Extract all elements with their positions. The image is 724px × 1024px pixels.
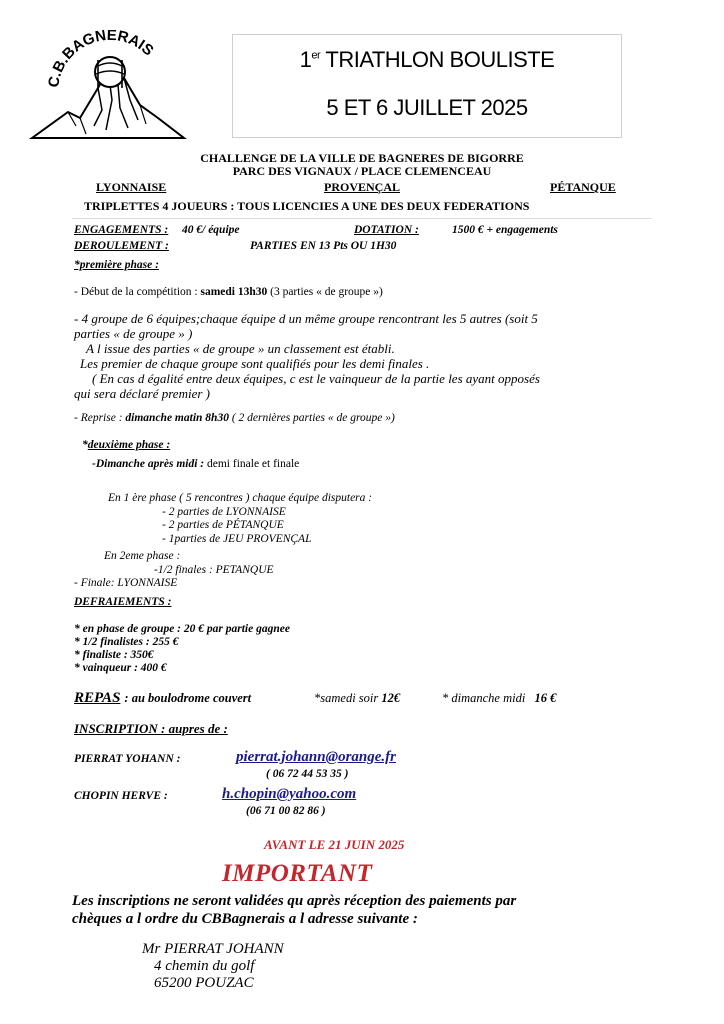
- engagements-value: 40 €/ équipe: [182, 224, 240, 236]
- title-box: [232, 34, 622, 138]
- discipline-provencal: PROVENÇAL: [324, 180, 401, 194]
- discipline-petanque: PÉTANQUE: [550, 180, 616, 194]
- details-p2-item: -1/2 finales : PETANQUE: [154, 564, 274, 576]
- triplettes-line: TRIPLETTES 4 JOUEURS : TOUS LICENCIES A UNE DES DEUX FEDERATIONS: [84, 199, 530, 213]
- groups-line-4: Les premier de chaque groupe sont qualifiés pour les demi finales .: [80, 356, 430, 371]
- deadline: AVANT LE 21 JUIN 2025: [264, 837, 405, 852]
- details-p1: En 1 ère phase ( 5 rencontres ) chaque équipe disputera :: [108, 492, 373, 504]
- defraiement-item-3: * finaliste : 350€: [74, 649, 154, 661]
- phase2-label: *deuxième phase :: [82, 439, 171, 451]
- dotation-value: 1500 € + engagements: [452, 224, 558, 236]
- address-line-1: Mr PIERRAT JOHANN: [142, 941, 284, 957]
- important-line-1: Les inscriptions ne seront validées qu après réception des paiements par: [72, 893, 517, 909]
- contact1-phone: ( 06 72 44 53 35 ): [266, 768, 349, 780]
- repas-samedi: *samedi soir 12€: [314, 691, 401, 705]
- defraiements-label: DEFRAIEMENTS :: [74, 596, 172, 608]
- defraiement-item-1: * en phase de groupe : 20 € par partie gagnee: [74, 623, 290, 635]
- deroulement-label: DEROULEMENT :: [74, 240, 169, 252]
- start-line: - Début de la compétition : samedi 13h30 (3 parties « de groupe »): [74, 286, 383, 298]
- event-title: 1er TRIATHLON BOULISTE: [299, 47, 555, 72]
- details-item-3: - 1parties de JEU PROVENÇAL: [162, 533, 312, 545]
- address-line-2: 4 chemin du golf: [154, 958, 255, 974]
- event-dates: 5 ET 6 JUILLET 2025: [326, 95, 528, 120]
- engagements-label: ENGAGEMENTS :: [74, 224, 169, 236]
- contact1-email-link[interactable]: pierrat.johann@orange.fr: [236, 749, 397, 765]
- defraiement-item-2: * 1/2 finalistes : 255 €: [74, 636, 179, 648]
- deroulement-value: PARTIES EN 13 Pts OU 1H30: [250, 240, 397, 252]
- challenge-line: CHALLENGE DE LA VILLE DE BAGNERES DE BIGORRE: [200, 151, 524, 165]
- groups-line-1: - 4 groupe de 6 équipes;chaque équipe d un même groupe rencontrant les 5 autres (soit 5: [74, 311, 538, 326]
- logo-text: C.B.BAGNERAIS: [45, 30, 157, 89]
- dotation-label: DOTATION :: [354, 224, 419, 236]
- divider: [72, 218, 652, 219]
- details-p2: En 2eme phase :: [104, 550, 181, 562]
- phase1-label: *première phase :: [74, 259, 159, 271]
- groups-line-3: A l issue des parties « de groupe » un classement est établi.: [86, 341, 395, 356]
- reprise-line: - Reprise : dimanche matin 8h30 ( 2 dernières parties « de groupe »): [74, 412, 395, 424]
- contact1-name: PIERRAT YOHANN :: [74, 753, 181, 765]
- details-item-2: - 2 parties de PÉTANQUE: [162, 519, 284, 531]
- groups-line-5: ( En cas d égalité entre deux équipes, c est le vainqueur de la partie les ayant opposés: [92, 371, 540, 386]
- details-item-1: - 2 parties de LYONNAISE: [162, 506, 286, 518]
- repas-dimanche: * dimanche midi 16 €: [442, 691, 557, 705]
- repas-line: REPAS : au boulodrome couvert: [74, 690, 252, 706]
- venue-line: PARC DES VIGNAUX / PLACE CLEMENCEAU: [232, 164, 492, 178]
- important-line-2: chèques a l ordre du CBBagnerais a l adresse suivante :: [72, 911, 418, 927]
- contact2-name: CHOPIN HERVE :: [74, 790, 168, 802]
- important-title: IMPORTANT: [222, 860, 373, 887]
- groups-line-2: parties « de groupe » ): [74, 326, 193, 341]
- phase2-dimanche: -Dimanche après midi : demi finale et finale: [92, 458, 300, 470]
- inscription-label: INSCRIPTION : aupres de :: [74, 721, 228, 736]
- club-logo: [28, 30, 188, 145]
- address-line-3: 65200 POUZAC: [154, 975, 254, 991]
- details-finale: - Finale: LYONNAISE: [74, 577, 178, 589]
- defraiement-item-4: * vainqueur : 400 €: [74, 662, 167, 674]
- contact2-phone: (06 71 00 82 86 ): [246, 805, 326, 817]
- discipline-lyonnaise: LYONNAISE: [96, 180, 167, 194]
- groups-line-6: qui sera déclaré premier ): [74, 386, 210, 401]
- contact2-email-link[interactable]: h.chopin@yahoo.com: [222, 786, 357, 802]
